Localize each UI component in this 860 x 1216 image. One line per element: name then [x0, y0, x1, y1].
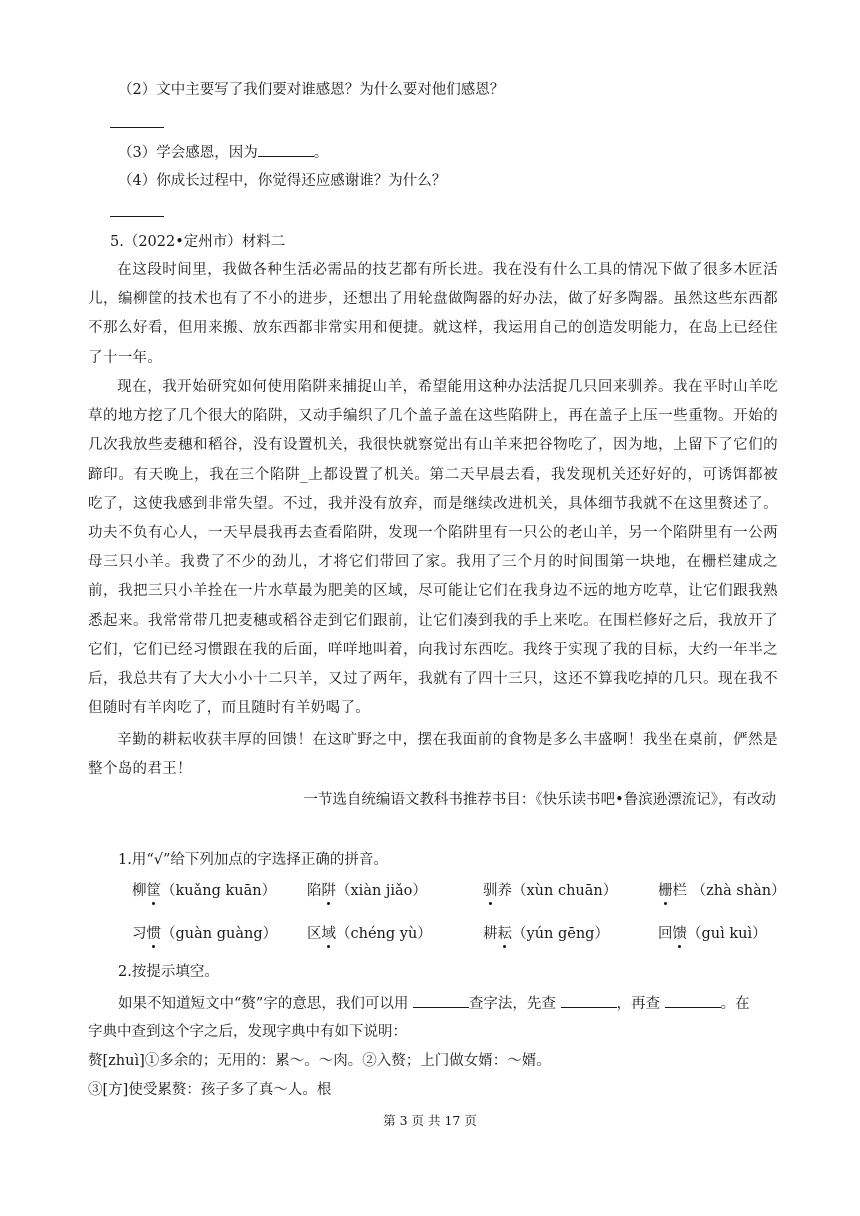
question-3-end: 。 [313, 145, 329, 161]
source-citation: 一节选自统编语文教科书推荐书目：《快乐读书吧•鲁滨逊漂流记》，有改动 [303, 792, 776, 808]
dotted-char: 筐 [146, 883, 161, 899]
question-3 [118, 142, 328, 163]
dotted-char: 阱 [321, 883, 336, 899]
answer-blank-method[interactable] [413, 993, 469, 1008]
pinyin-item: 栅栏 （zhà shàn） [658, 883, 786, 899]
dotted-char: 驯 [483, 883, 498, 899]
fill-line-1 [118, 993, 750, 1014]
dictionary-entry-2: ③[方]使受累赘：孩子多了真～人。根 [88, 1082, 332, 1098]
dictionary-entry-1: 赘[zhuì]①多余的；无用的：累～。～肉。②入赘；上门做女婿：～婿。 [88, 1053, 551, 1069]
pinyin-item: 陷阱（xiàn jiǎo） [307, 883, 427, 899]
paragraph-1-text: 在这段时间里，我做各种生活必需品的技艺都有所长进。我在没有什么工具的情况下做了很多木匠活儿，编柳筐的技术也有了不小的进步，还想出了用轮盘做陶器的好办法，做了好多陶器。虽然这些东西都不那么好看，但用来搬、放东西都非常实用和便捷。就这样，我运用自己的创造发明能力，在岛上已经住了十一年。 [88, 262, 778, 366]
fill-text-b: 查字法，先查 [468, 996, 561, 1012]
answer-blank-second[interactable] [665, 993, 721, 1008]
pinyin-item: 回馈（guì kuì） [658, 926, 767, 942]
subquestion-1: 1.用“√”给下列加点的字选择正确的拼音。 [118, 852, 388, 868]
page-footer: 第 3 页 共 17 页 [383, 1113, 477, 1128]
paragraph-2-text: 现在，我开始研究如何使用陷阱来捕捉山羊，希望能用这种办法活捉几只回来驯养。我在平时山羊吃草的地方挖了几个很大的陷阱，又动手编织了几个盖子盖在这些陷阱上，再在盖子上压一些重物。开始的几次我放些麦穗和稻谷，没有设置机关，我很快就察觉出有山羊来把谷物吃了，因为地，上留下了它们的蹄印。有天晚上，我在三个陷阱_上都设置了机关。第二天早晨去看，我发现机关还好好的，可诱饵都被吃了，这使我感到非常失望。不过，我并没有放弃，而是继续改进机关，具体细节我就不在这里赘述了。功夫不负有心人，一天早晨我再去查看陷阱，发现一个陷阱里有一只公的老山羊，另一个陷阱里有一公两母三只小羊。我费了不少的劲儿，才将它们带回了家。我用了三个月的时间围第一块地，在栅栏建成之前，我把三只小羊拴在一片水草最为肥美的区域，尽可能让它们在我身边不远的地方吃草，让它们跟我熟悉起来。我常常带几把麦穗或稻谷走到它们跟前，让它们凑到我的手上来吃。在围栏修好之后，我放开了它们，它们已经习惯跟在我的后面，咩咩地叫着，向我讨东西吃。我终于实现了我的目标，大约一年半之后，我总共有了大大小小十二只羊，又过了两年，我就有了四十三只，这还不算我吃掉的几只。现在我不但随时有羊肉吃了，而且随时有羊奶喝了。 [88, 379, 778, 717]
answer-line-4 [110, 216, 164, 217]
dotted-char: 惯 [146, 926, 161, 942]
passage-paragraph-3 [88, 726, 778, 784]
question-3-text: （3）学会感恩，因为 [118, 145, 258, 161]
pinyin-item: 驯养（xùn chuān） [483, 883, 618, 899]
fill-text-d: 。在 [720, 996, 750, 1012]
fill-text-a: 如果不知道短文中“赘”字的意思，我们可以用 [118, 996, 413, 1012]
passage-paragraph-1 [88, 256, 778, 373]
dotted-char: 域 [321, 926, 336, 942]
pinyin-item: 耕耘（yún gēng） [483, 926, 609, 942]
subquestion-2: 2.按提示填空。 [118, 964, 219, 980]
dotted-char: 栅 [658, 883, 673, 899]
question-5-header: 5.（2022•定州市）材料二 [110, 234, 286, 250]
pinyin-item: 柳筐（kuǎng kuān） [132, 883, 277, 899]
pinyin-item: 习惯（guàn guàng） [132, 926, 278, 942]
dotted-char: 耘 [497, 926, 512, 942]
answer-blank-3[interactable] [258, 142, 314, 157]
passage-paragraph-2 [88, 373, 778, 723]
question-4: （4）你成长过程中，你觉得还应感谢谁？为什么？ [118, 173, 447, 189]
dotted-char: 馈 [672, 926, 687, 942]
pinyin-item: 区域（chéng yù） [307, 926, 432, 942]
fill-line-2: 字典中查到这个字之后，发现字典中有如下说明： [88, 1024, 407, 1040]
fill-text-c: ，再查 [616, 996, 665, 1012]
answer-line-2 [110, 127, 164, 128]
answer-blank-first[interactable] [561, 993, 617, 1008]
paragraph-3-text: 辛勤的耕耘收获丰厚的回馈！在这旷野之中，摆在我面前的食物是多么丰盛啊！我坐在桌前，俨然是整个岛的君王！ [88, 732, 778, 778]
question-2: （2）文中主要写了我们要对谁感恩？为什么要对他们感恩？ [118, 82, 505, 98]
